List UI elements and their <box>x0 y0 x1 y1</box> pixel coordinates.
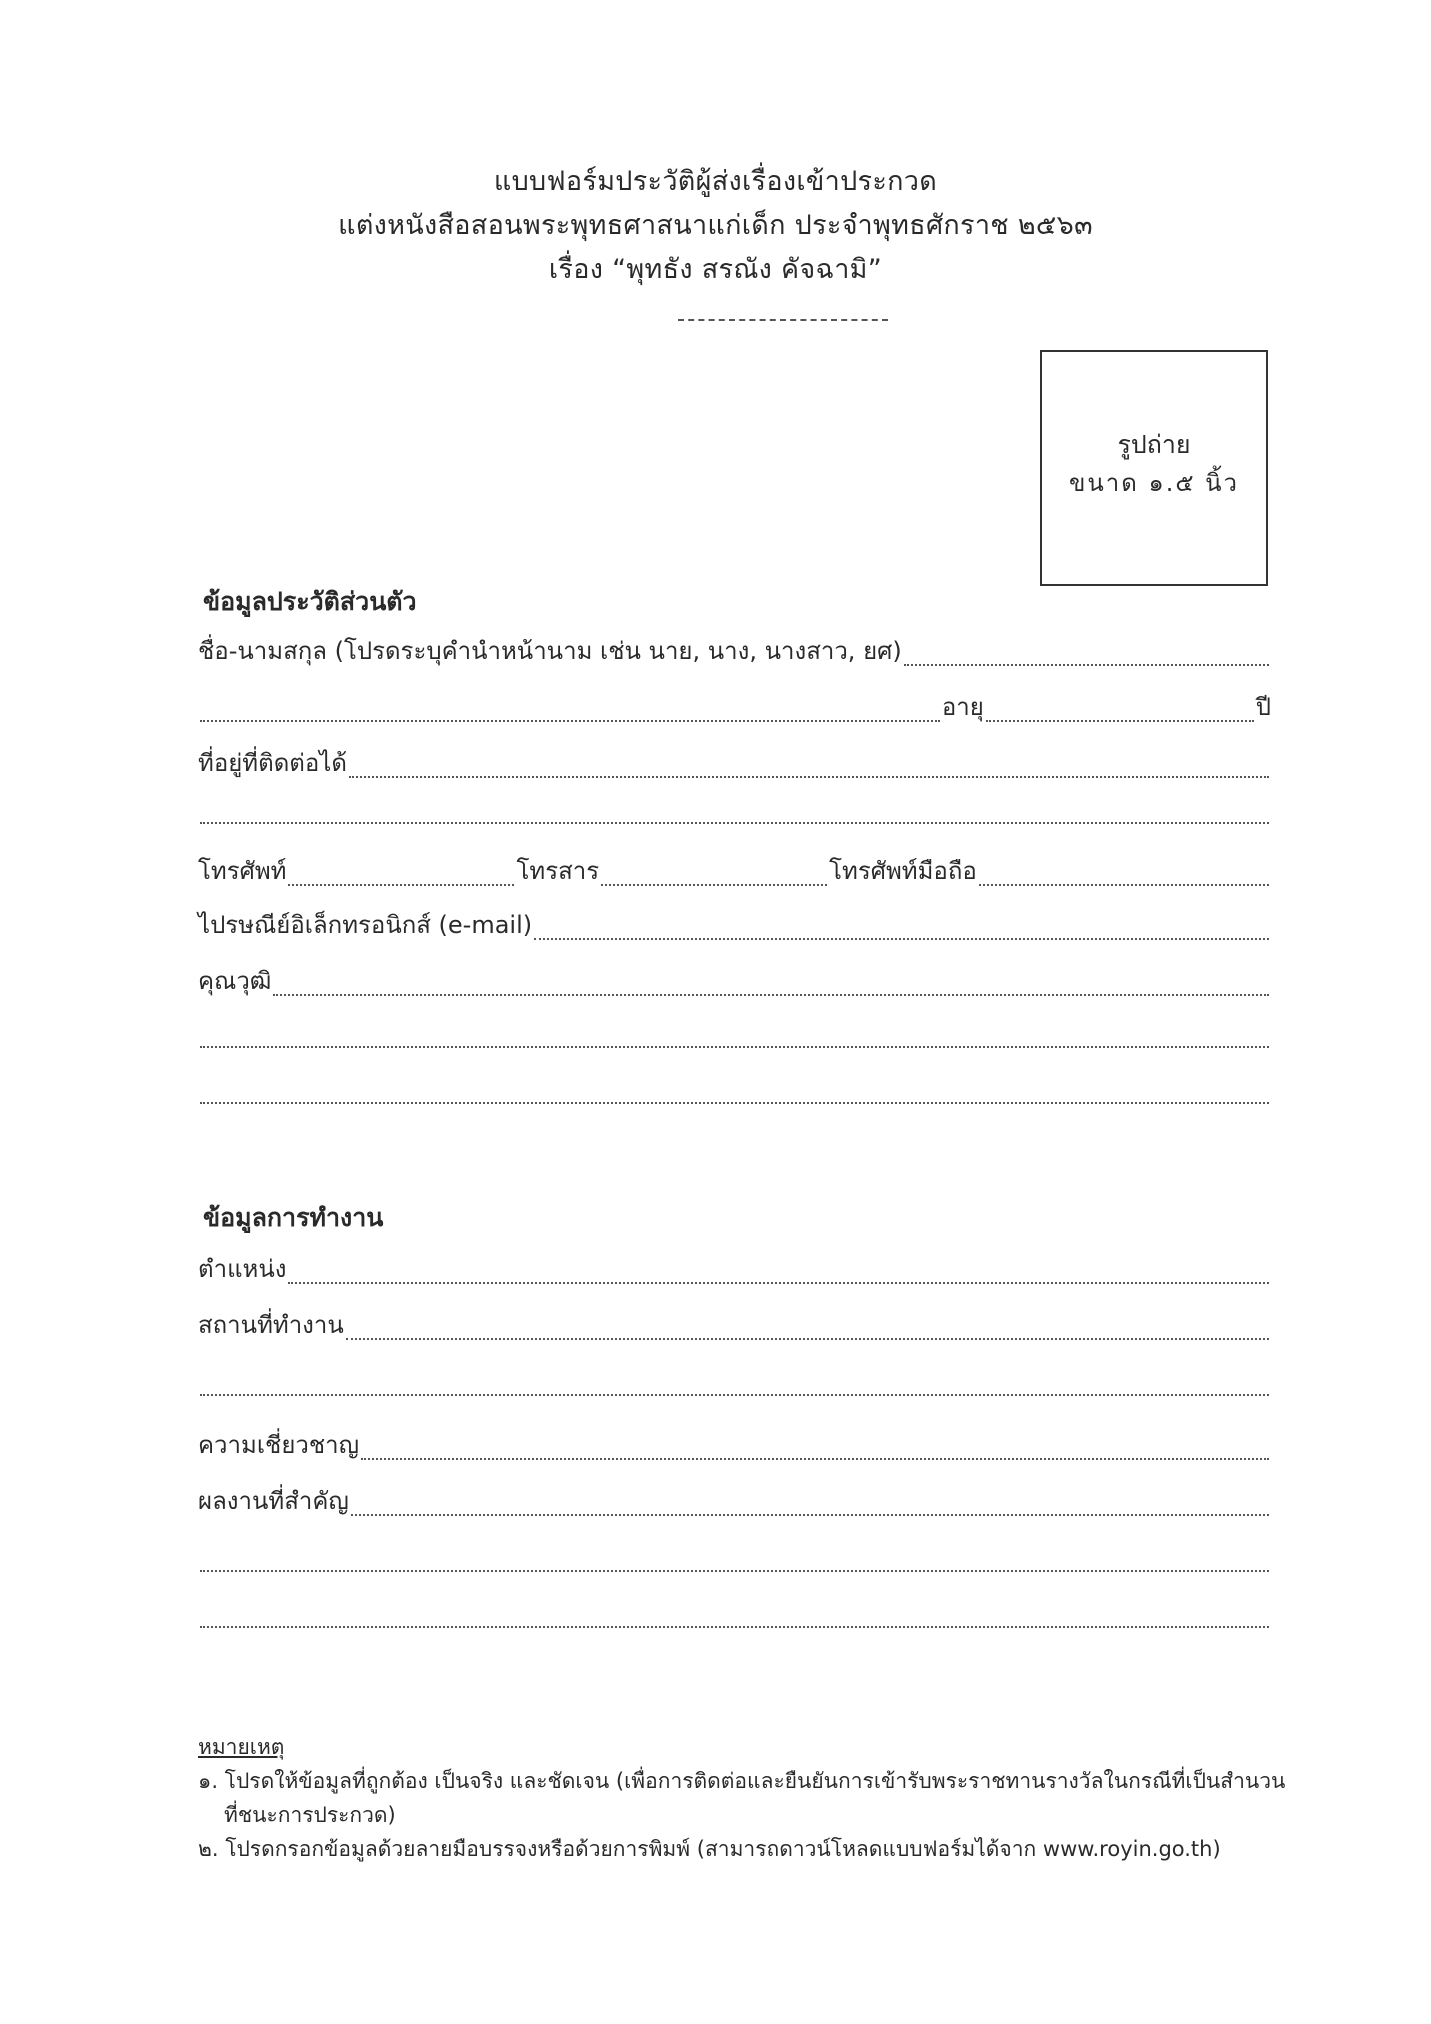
name-row <box>198 632 1271 672</box>
education-row <box>198 962 1271 1002</box>
achievements-field[interactable] <box>351 1513 1269 1516</box>
notes <box>198 1730 1285 1866</box>
expertise-row <box>198 1426 1271 1466</box>
name-field[interactable] <box>904 663 1269 666</box>
education-row-2 <box>198 1014 1271 1054</box>
phone-field[interactable] <box>288 883 514 886</box>
mobile-field[interactable] <box>979 883 1269 886</box>
achievements-row-2 <box>198 1538 1271 1578</box>
address-row <box>198 744 1271 784</box>
form-subtitle: แต่งหนังสือสอนพระพุทธศาสนาแก่เด็ก ประจำพุทธศักราช ๒๕๖๓ <box>338 210 1093 241</box>
education-field[interactable] <box>273 993 1269 996</box>
fax-field[interactable] <box>601 883 827 886</box>
education-field-continued[interactable] <box>200 1101 1269 1104</box>
workplace-row-2 <box>198 1362 1271 1402</box>
achievements-row <box>198 1482 1271 1522</box>
note-item-1-continued: ที่ชนะการประกวด) <box>224 1803 396 1827</box>
note-item-2: ๒. โปรดกรอกข้อมูลด้วยลายมือบรรจงหรือด้วยการพิมพ์ (สามารถดาวน์โหลดแบบฟอร์มได้จาก www.royin.go.th) <box>198 1837 1221 1861</box>
mobile-label: โทรศัพท์มือถือ <box>829 857 977 885</box>
form-title: แบบฟอร์มประวัติผู้ส่งเรื่องเข้าประกวด <box>493 166 938 197</box>
address-field-continued[interactable] <box>200 821 1269 824</box>
email-row <box>198 906 1271 946</box>
expertise-field[interactable] <box>361 1457 1269 1460</box>
workplace-field-continued[interactable] <box>200 1393 1269 1396</box>
header-divider <box>678 319 888 321</box>
personal-section-title: ข้อมูลประวัติส่วนตัว <box>203 587 417 616</box>
position-row <box>198 1250 1271 1290</box>
education-row-3 <box>198 1070 1271 1110</box>
email-field[interactable] <box>534 937 1269 940</box>
note-item-1: ๑. โปรดให้ข้อมูลที่ถูกต้อง เป็นจริง และชัดเจน (เพื่อการติดต่อและยืนยันการเข้ารับพระราชทานรางวัลในกรณีที่เป็นสำนวน <box>198 1769 1286 1793</box>
email-label: ไปรษณีย์อิเล็กทรอนิกส์ (e-mail) <box>198 911 533 939</box>
education-field-continued[interactable] <box>200 1045 1269 1048</box>
address-row-2 <box>198 790 1271 830</box>
achievements-row-3 <box>198 1594 1271 1634</box>
fax-label: โทรสาร <box>516 857 600 885</box>
photo-label: รูปถ่าย <box>1117 430 1191 459</box>
address-field[interactable] <box>349 775 1269 778</box>
position-field[interactable] <box>288 1281 1269 1284</box>
position-label: ตำแหน่ง <box>198 1255 287 1283</box>
name-label: ชื่อ-นามสกุล (โปรดระบุคำนำหน้านาม เช่น นาย, นาง, นางสาว, ยศ) <box>198 637 902 665</box>
address-label: ที่อยู่ที่ติดต่อได้ <box>198 749 347 777</box>
work-section-title: ข้อมูลการทำงาน <box>203 1203 384 1232</box>
notes-title: หมายเหตุ <box>198 1735 285 1759</box>
achievements-field-continued[interactable] <box>200 1569 1269 1572</box>
photo-box <box>1040 350 1268 586</box>
age-field[interactable] <box>986 719 1254 722</box>
education-label: คุณวุฒิ <box>198 967 272 995</box>
name-field-continued[interactable] <box>200 719 940 722</box>
age-unit: ปี <box>1255 693 1271 721</box>
workplace-label: สถานที่ทำงาน <box>198 1311 344 1339</box>
contact-row <box>198 852 1271 892</box>
form-topic: เรื่อง “พุทธัง สรณัง คัจฉามิ” <box>548 254 883 285</box>
workplace-field[interactable] <box>346 1337 1269 1340</box>
expertise-label: ความเชี่ยวชาญ <box>198 1431 360 1459</box>
photo-size: ขนาด ๑.๕ นิ้ว <box>1068 469 1240 497</box>
achievements-label: ผลงานที่สำคัญ <box>198 1487 349 1515</box>
workplace-row <box>198 1306 1271 1346</box>
phone-label: โทรศัพท์ <box>198 857 287 885</box>
name-age-row <box>198 688 1271 728</box>
age-label: อายุ <box>941 693 984 721</box>
achievements-field-continued[interactable] <box>200 1625 1269 1628</box>
